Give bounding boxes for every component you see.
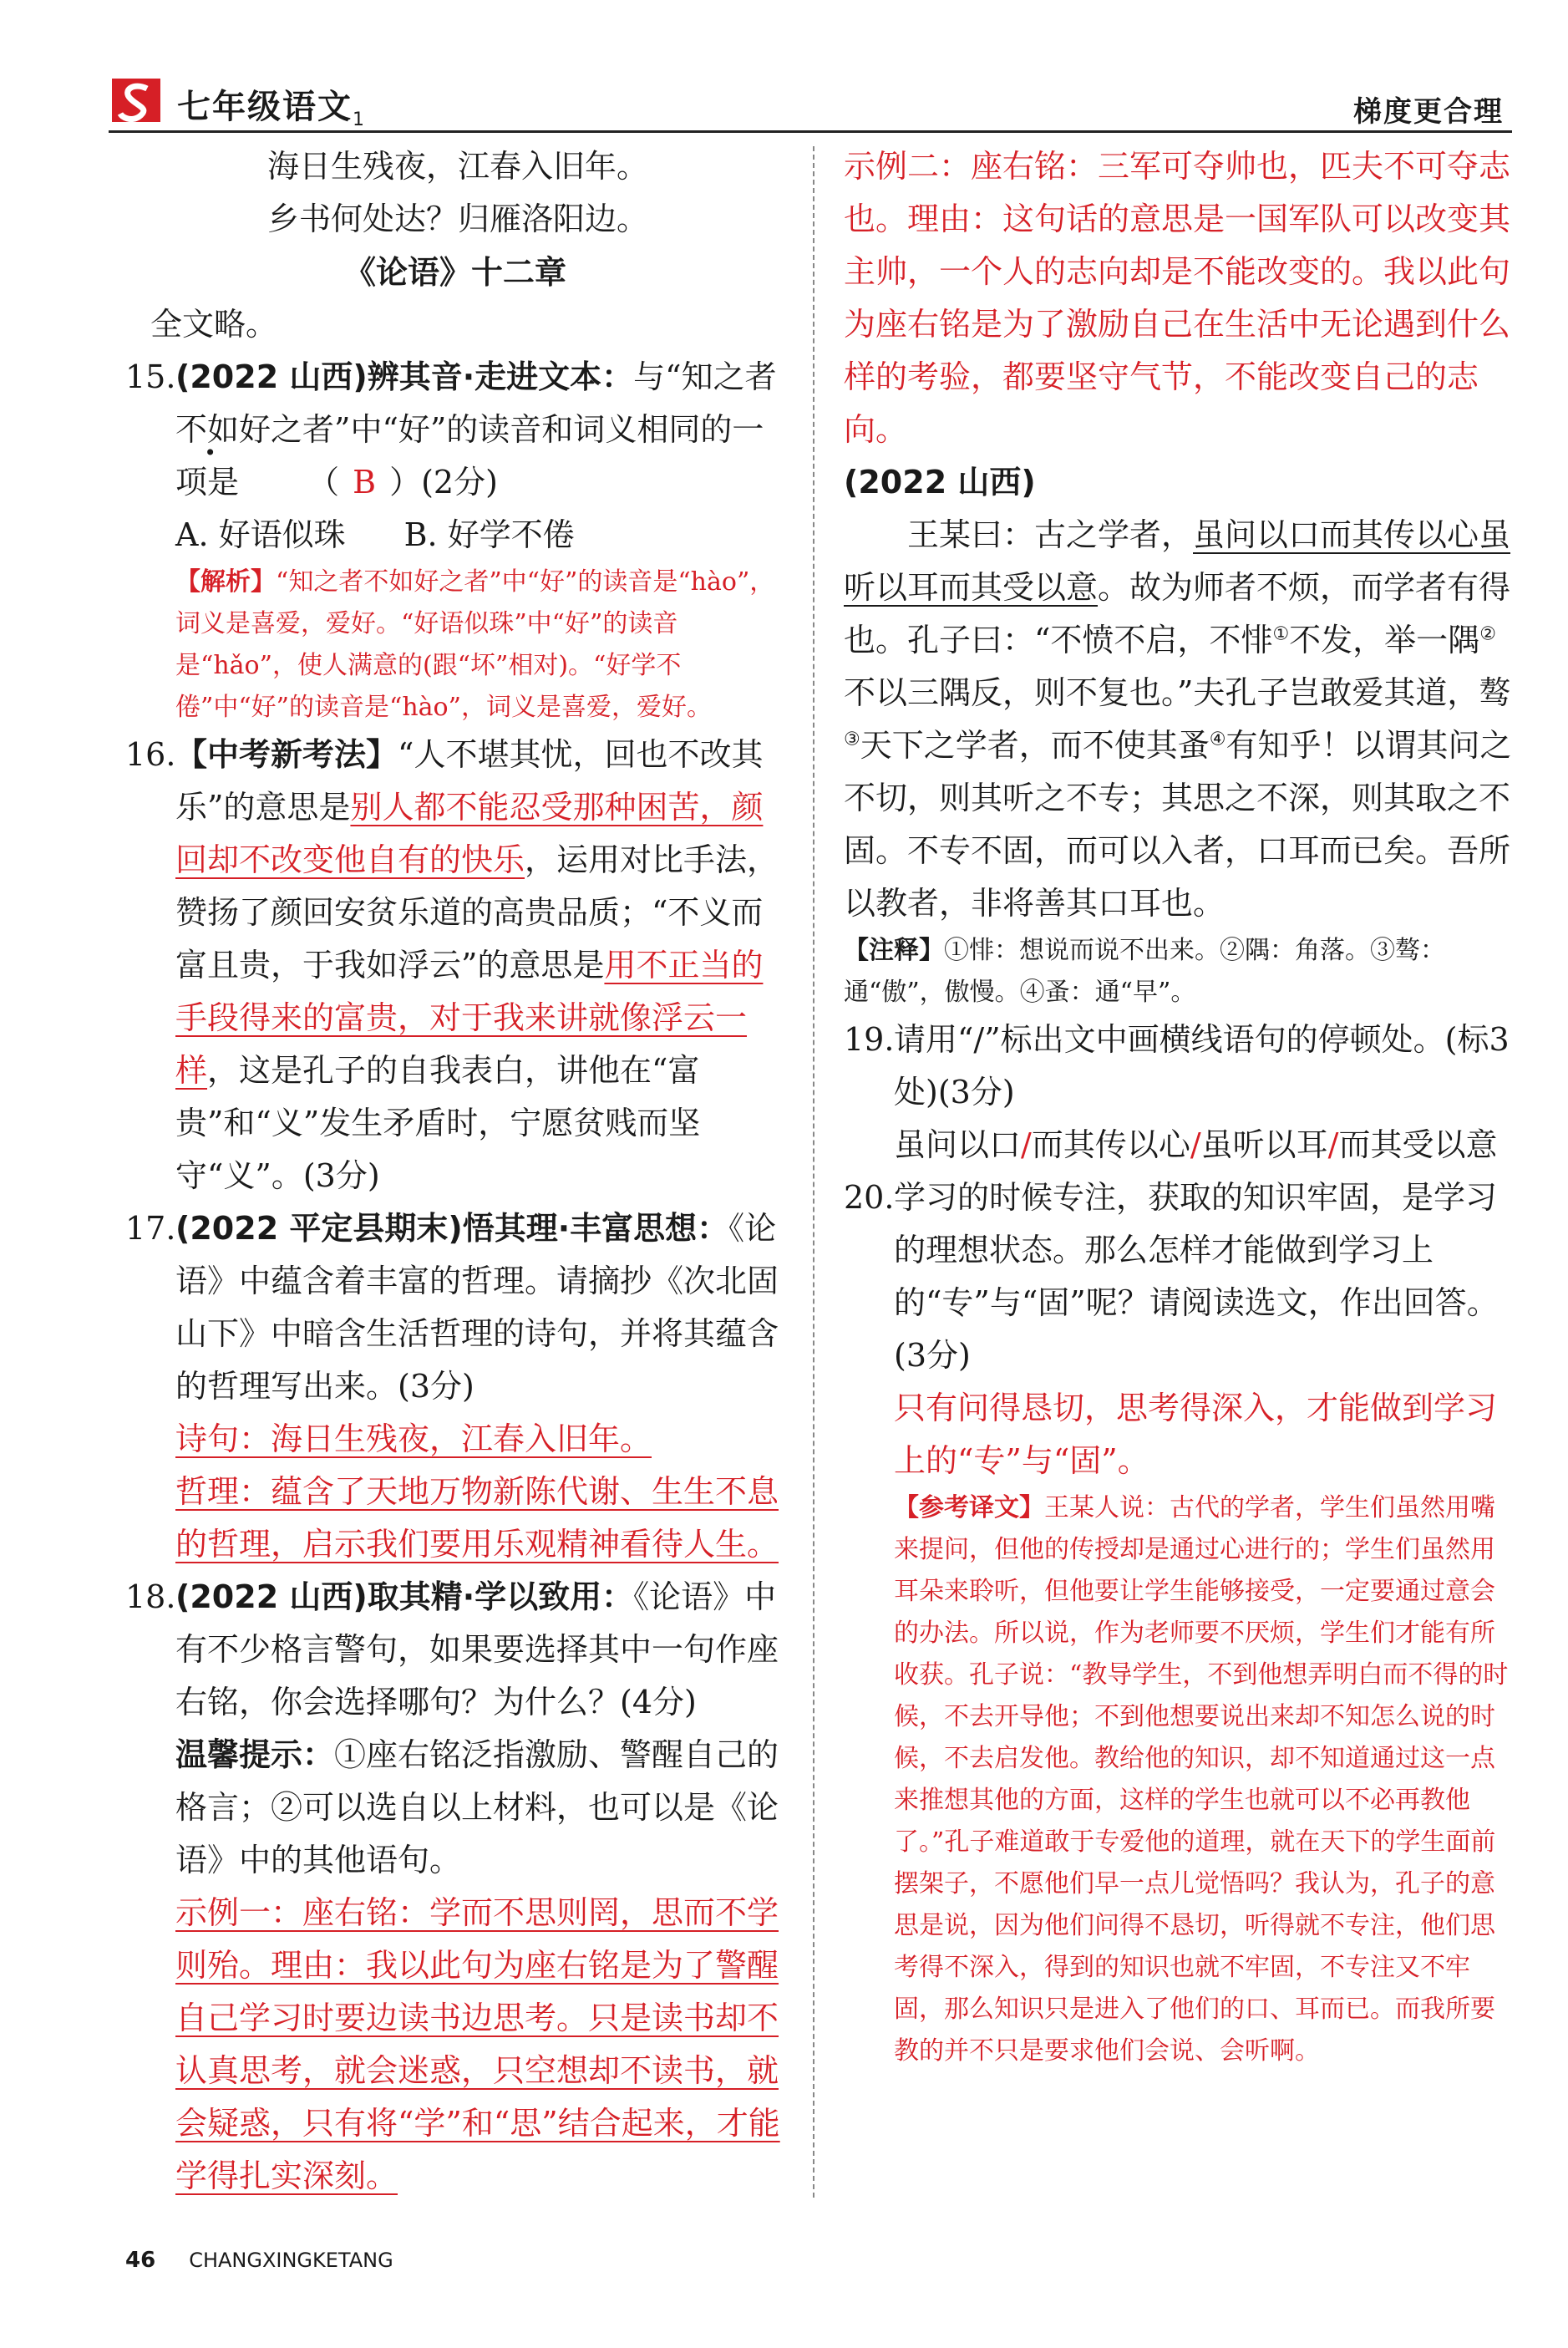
- answer-18-example2: 示例二：座右铭：三军可夺帅也，匹夫不可夺志也。理由：这句话的意思是一国军队可以改变其主帅，一个人的志向却是不能改变的。我以此句为座右铭是为了激励自己在生活中无论遇到什么样的考验，都要坚守气节，不能改变自己的志向。: [844, 148, 1511, 448]
- answer-20: 只有问得恳切，思考得深入，才能做到学习上的“专”与“固”。: [894, 1390, 1498, 1479]
- passage-notes: 【注释】①悱：想说而说不出来。②隅：角落。③骜：通“傲”，傲慢。④蚤：通“早”。: [844, 936, 1445, 1007]
- question-16: 16.【中考新考法】“人不堪其忧，回也不改其乐”的意思是别人都不能忍受那种困苦，颜回却不改变他自有的快乐，运用对比手法，赞扬了颜回安贫乐道的高贵品质；“不义而富且贵，于我如浮云”的意思是用不正当的手段得来的富贵，对于我来讲就像浮云一样，这是孔子的自我表白，讲他在“富贵”和“义”发生矛盾时，宁愿贫贱而坚守“义”。(3分): [125, 736, 779, 1194]
- passage-source: (2022 山西): [844, 464, 1036, 501]
- lunyu-text: 全文略。: [150, 306, 278, 343]
- answer-16a: 别人都不能忍受那种困苦，颜回却不改变他自有的快乐: [175, 789, 764, 878]
- passage: 王某曰：古之学者，虽问以口而其传以心虽听以耳而其受以意。故为师者不烦，而学者有得也。孔子曰：“不愤不启，不悱①不发，举一隅②不以三隅反，则不复也。”夫孔子岂敢爱其道，骜③天下之学者，而不使其蚤④有知乎！以谓其问之不切，则其听之不专；其思之不深，则其取之不固。不专不固，而可以入者，口耳而已矣。吾所以教者，非将善其口耳也。: [844, 516, 1512, 922]
- answer-15: B: [353, 464, 377, 501]
- poem-line-1: 海日生残夜，江春入旧年。: [267, 148, 649, 185]
- column-divider: [813, 146, 814, 2198]
- translation-20: 【参考译文】王某人说：古代的学者，学生们虽然用嘴来提问，但他的传授却是通过心进行的；学生们虽然用耳朵来聆听，但他要让学生能够接受，一定要通过意会的办法。所以说，作为老师要不厌烦，学生们才能有所收获。孔子说：“教导学生，不到他想弄明白而不得的时候，不去开导他；不到他想要说出来却不知怎么说的时候，不去启发他。教给他的知识，却不知道通过这一点来推想其他的方面，这样的学生也就可以不必再教他了。”孔子难道敢于专爱他的道理，就在天下的学生面前摆架子，不愿他们早一点儿觉悟吗？我认为，孔子的意思是说，因为他们问得不恳切，听得就不专注，他们思考得不深入，得到的知识也就不牢固，不专注又不牢固，那么知识只是进入了他们的口、耳而已。而我所要教的并不只是要求他们会说、会听啊。: [894, 1493, 1509, 2066]
- right-column: [844, 140, 1512, 2072]
- left-column: [125, 140, 785, 2203]
- page-footer: [125, 2248, 393, 2273]
- question-18: 18.(2022 山西)取其精·学以致用：《论语》中有不少格言警句，如果要选择其中一句作座右铭，你会选择哪句？为什么？(4分): [125, 1578, 779, 1720]
- answer-16b: 用不正当的手段得来的富贵，对于我来讲就像浮云一样: [175, 947, 764, 1089]
- hint-18: 温馨提示：①座右铭泛指激励、警醒自己的格言；②可以选自以上材料，也可以是《论语》中的其他语句。: [175, 1736, 779, 1878]
- answer-17b: 哲理：蕴含了天地万物新陈代谢、生生不息的哲理，启示我们要用乐观精神看待人生。: [175, 1473, 779, 1563]
- options-15: A. 好语似珠 B. 好学不倦: [175, 516, 575, 553]
- answer-17a: 诗句：海日生残夜，江春入旧年。: [175, 1420, 652, 1457]
- passage-underlined: 虽问以口而其传以心虽听以耳而其受以意: [844, 516, 1511, 606]
- page-header: [109, 75, 1512, 134]
- question-17: 17.(2022 平定县期末)悟其理·丰富思想：《论语》中蕴含着丰富的哲理。请摘抄《次北固山下》中暗含生活哲理的诗句，并将其蕴含的哲理写出来。(3分): [125, 1210, 779, 1405]
- question-15: 15.(2022 山西)辨其音·走进文本：与“知之者不如好之者”中“好”的读音和词义相同的一项是 （ B ）(2分): [125, 358, 777, 501]
- question-20: 20.学习的时候专注，获取的知识牢固，是学习的理想状态。那么怎样才能做到学习上的“专”与“固”呢？请阅读选文，作出回答。(3分): [844, 1179, 1499, 1374]
- answer-19: 虽问以口/而其传以心/虽听以耳/而其受以意: [894, 1126, 1498, 1163]
- publisher-logo-icon: [109, 75, 167, 125]
- page-number: 46: [125, 2248, 156, 2273]
- question-19: 19.请用“/”标出文中画横线语句的停顿处。(标3处)(3分): [844, 1021, 1510, 1110]
- poem-line-2: 乡书何处达？归雁洛阳边。: [267, 201, 649, 237]
- book-title: 七年级语文$_1$: [177, 88, 366, 130]
- lunyu-title: 《论语》十二章: [343, 253, 566, 291]
- analysis-15: 【解析】“知之者不如好之者”中“好”的读音是“hào”，词义是喜爱，爱好。“好语似珠”中“好”的读音是“hǎo”，使人满意的(跟“坏”相对)。“好学不倦”中“好”的读音是“hào”，词义是喜爱，爱好。: [175, 567, 775, 722]
- footer-brand: CHANGXINGKETANG: [189, 2249, 393, 2272]
- header-rule: [109, 130, 1512, 133]
- answer-18-example1: 示例一：座右铭：学而不思则罔，思而不学则殆。理由：我以此句为座右铭是为了警醒自己学习时要边读书边思考。只是读书却不认真思考，就会迷惑，只空想却不读书，就会疑惑，只有将“学”和“思”结合起来，才能学得扎实深刻。: [175, 1894, 780, 2194]
- header-slogan: 梯度更合理: [1353, 95, 1504, 129]
